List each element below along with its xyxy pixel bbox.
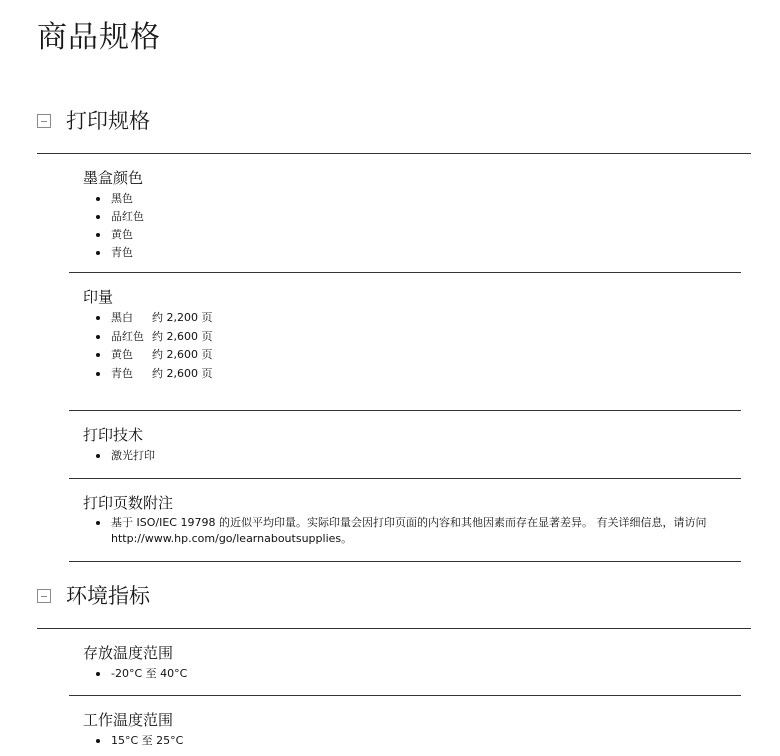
spec-cartridge-colors <box>83 168 743 262</box>
yield-color: 黑白 <box>111 311 133 324</box>
yield-color: 黄色 <box>111 348 133 362</box>
spec-value-list <box>83 309 743 384</box>
spec-value-list <box>83 515 743 547</box>
list-item: 青色 <box>83 244 743 262</box>
list-item: 基于 ISO/IEC 19798 的近似平均印量。实际印量会因打印页面的内容和其他因素而存在显著差异。 有关详细信息，请访问 http://www.hp.com/go/learnaboutsupplies。 <box>83 515 743 547</box>
yield-color: 品红色 <box>111 329 144 343</box>
list-item: 黄色 <box>83 226 743 244</box>
spec-operating-temperature <box>83 710 743 750</box>
list-item <box>83 346 743 365</box>
spec-label: 工作温度范围 <box>83 711 174 729</box>
spec-page-yield <box>83 287 743 384</box>
list-item: 黑色 <box>83 190 743 208</box>
list-item <box>83 365 743 384</box>
yield-value: 约 2,600 页 <box>152 367 213 381</box>
yield-value: 约 2,600 页 <box>152 329 213 343</box>
spec-label: 打印技术 <box>83 426 144 444</box>
collapse-icon[interactable] <box>37 114 51 128</box>
list-item: -20°C 至 40°C <box>83 665 743 683</box>
yield-value: 约 2,600 页 <box>152 348 213 362</box>
spec-label: 印量 <box>83 288 114 306</box>
spec-value-list <box>83 732 743 750</box>
spec-divider <box>69 272 741 273</box>
section-divider <box>37 153 751 154</box>
spec-storage-temperature <box>83 643 743 683</box>
section-header-environment[interactable] <box>37 581 150 611</box>
spec-value-list <box>83 190 743 262</box>
list-item: 15°C 至 25°C <box>83 732 743 750</box>
section-title-environment: 环境指标 <box>66 584 150 608</box>
spec-value-list <box>83 665 743 683</box>
section-title-print: 打印规格 <box>66 109 150 133</box>
collapse-icon[interactable] <box>37 589 51 603</box>
spec-label: 打印页数附注 <box>83 494 174 512</box>
spec-divider <box>69 561 741 562</box>
list-item: 激光打印 <box>83 447 743 465</box>
list-item <box>83 309 743 328</box>
list-item: 品红色 <box>83 208 743 226</box>
spec-value-list <box>83 447 743 465</box>
spec-divider <box>69 695 741 696</box>
section-divider <box>37 628 751 629</box>
spec-print-technology <box>83 425 743 465</box>
section-header-print[interactable] <box>37 106 150 136</box>
yield-value: 约 2,200 页 <box>152 311 213 324</box>
spec-divider <box>69 478 741 479</box>
yield-color: 青色 <box>111 367 133 381</box>
page-title: 商品规格 <box>37 20 161 55</box>
list-item <box>83 328 743 347</box>
spec-label: 墨盒颜色 <box>83 169 144 187</box>
spec-page-yield-note <box>83 493 743 547</box>
spec-divider <box>69 410 741 411</box>
spec-label: 存放温度范围 <box>83 644 174 662</box>
